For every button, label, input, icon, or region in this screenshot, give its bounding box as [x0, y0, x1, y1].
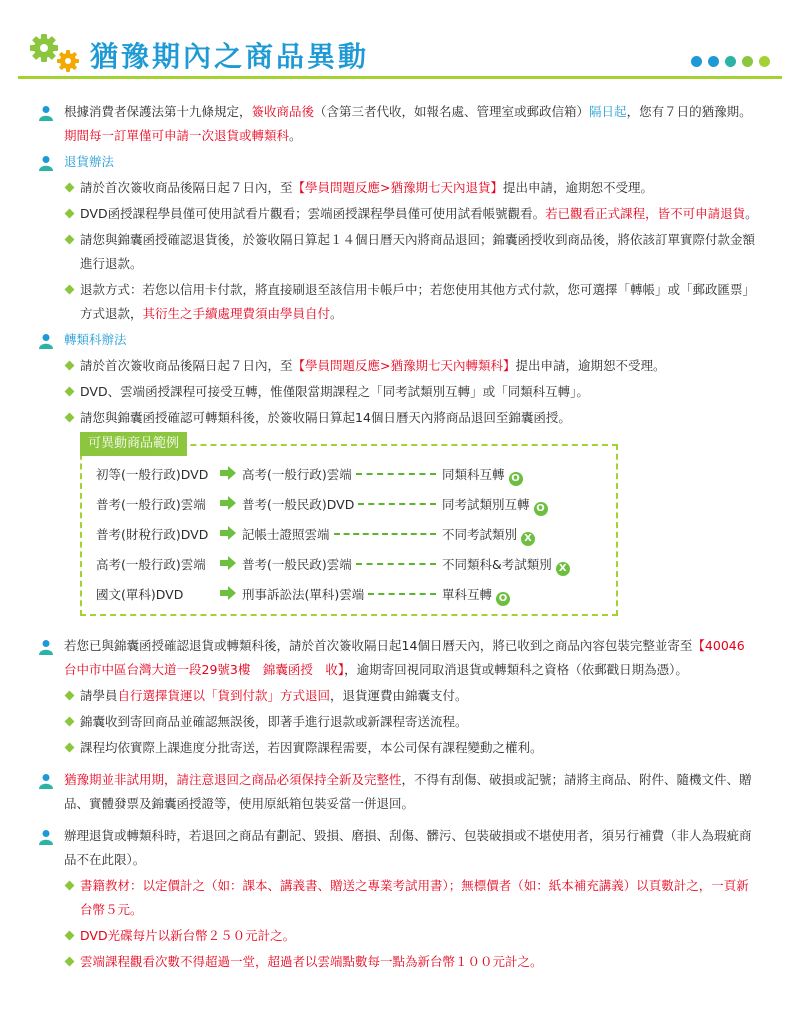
header-dot	[742, 56, 753, 67]
examples-box	[80, 436, 618, 616]
paragraph	[38, 768, 758, 816]
bullet-list	[38, 684, 758, 760]
example-from: 普考(財稅行政)DVD	[96, 527, 209, 542]
example-row	[82, 548, 616, 578]
paragraph	[38, 100, 758, 148]
text: 請於首次簽收商品後隔日起７日內，至	[80, 358, 293, 373]
text: 請您與錦囊函授確認可轉類科後，於簽收隔日算起14個日曆天內將商品退回至錦囊函授。	[80, 410, 571, 425]
section-heading	[38, 150, 758, 174]
example-result-label: 單科互轉	[442, 587, 493, 602]
person-icon	[38, 105, 54, 121]
arrow-right-icon	[220, 556, 236, 570]
text: DVD函授課程學員僅可使用試看片觀看；雲端函授課程學員僅可使用試看帳號觀看。	[80, 206, 546, 221]
person-icon	[38, 155, 54, 171]
example-from: 初等(一般行政)DVD	[96, 467, 209, 482]
bullet-item	[38, 874, 758, 922]
highlight-text: 其衍生之手續處理費須由學員自付	[142, 306, 331, 321]
dashed-connector	[356, 473, 436, 475]
highlight-text: 【40046 台中市中區台灣大道一段29號3樓 錦囊函授 收】	[64, 638, 758, 677]
person-icon	[38, 639, 54, 655]
example-result-label: 不同考試類別	[442, 527, 518, 542]
text: 提出申請，逾期恕不受理。	[503, 180, 654, 195]
header-dot	[759, 56, 770, 67]
example-result	[442, 495, 548, 516]
highlight-text: 自行選擇貨運以「貨到付款」方式退回	[117, 688, 331, 703]
text: ，退貨運費由錦囊支付。	[330, 688, 468, 703]
content	[38, 100, 758, 976]
text: 。	[745, 206, 758, 221]
arrow-right-icon	[220, 526, 236, 540]
check-circle-icon: O	[496, 592, 510, 606]
example-result	[442, 465, 523, 486]
highlight-text: 【學員問題反應>猶豫期七天內轉類科】	[292, 358, 516, 373]
page-header	[18, 30, 782, 82]
highlight-text: 雲端課程觀看次數不得超過一堂，超過者以雲端點數每一點為新台幣１００元計之。	[80, 954, 543, 969]
bullet-item	[38, 380, 758, 404]
person-icon	[38, 829, 54, 845]
gears-icon	[28, 34, 88, 74]
text: （含第三者代收，如報名處、管理室或郵政信箱）	[314, 104, 590, 119]
check-circle-icon: O	[509, 472, 523, 486]
arrow-right-icon	[220, 466, 236, 480]
paragraph	[38, 634, 758, 682]
example-to: 普考(一般民政)雲端	[242, 557, 352, 572]
example-to: 刑事訴訟法(單科)雲端	[242, 587, 365, 602]
example-row	[82, 458, 616, 488]
bullet-item	[38, 684, 758, 708]
dashed-connector	[334, 533, 436, 535]
text: ，您有７日的猶豫期。	[626, 104, 752, 119]
text: 請您與錦囊函授確認退貨後，於簽收隔日算起１４個日曆天內將商品退回；錦囊函授收到商品後，將依該訂單實際付款金額進行退款。	[80, 232, 756, 271]
example-from: 普考(一般行政)雲端	[96, 497, 206, 512]
header-dot	[725, 56, 736, 67]
text: 根據消費者保護法第十九條規定，	[64, 104, 252, 119]
bullet-item	[38, 736, 758, 760]
bullet-list	[38, 874, 758, 974]
check-circle-icon: O	[534, 502, 548, 516]
example-result-label: 不同類科&考試類別	[442, 557, 552, 572]
text: 退款方式：若您以信用卡付款，將直接刷退至該信用卡帳戶中；若您使用其他方式付款，您可選擇「轉帳」或「郵政匯票」方式退款，	[80, 282, 756, 321]
example-from: 國文(單科)DVD	[96, 587, 184, 602]
text: 請於首次簽收商品後隔日起７日內，至	[80, 180, 293, 195]
header-dot	[691, 56, 702, 67]
highlight-text: 簽收商品後	[251, 104, 315, 119]
highlight-text: 若已觀看正式課程，皆不可申請退貨	[545, 206, 746, 221]
dashed-connector	[356, 563, 436, 565]
text: 錦囊收到寄回商品並確認無誤後，即著手進行退款或新課程寄送流程。	[80, 714, 468, 729]
text: 請學員	[80, 688, 118, 703]
arrow-right-icon	[220, 586, 236, 600]
highlight-text: 猶豫期並非試用期，請注意退回之商品必須保持全新及完整性	[64, 772, 402, 787]
highlight-text: 期間每一訂單僅可申請一次退貨或轉類科	[64, 128, 290, 143]
paragraph	[38, 824, 758, 872]
page-title: 猶豫期內之商品異動	[90, 40, 370, 73]
example-result-label: 同類科互轉	[442, 467, 505, 482]
example-row	[82, 488, 616, 518]
arrow-right-icon	[220, 496, 236, 510]
text: 提出申請，逾期恕不受理。	[515, 358, 666, 373]
dashed-connector	[358, 503, 436, 505]
bullet-item	[38, 950, 758, 974]
bullet-item	[38, 406, 758, 430]
bullet-list	[38, 176, 758, 326]
highlight-text: 【學員問題反應>猶豫期七天內退貨】	[292, 180, 503, 195]
cross-circle-icon: X	[556, 562, 570, 576]
bullet-item	[38, 278, 758, 326]
example-to: 記帳士證照雲端	[242, 527, 330, 542]
cross-circle-icon: X	[521, 532, 535, 546]
bullet-list	[38, 354, 758, 430]
text: 辦理退貨或轉類科時，若退回之商品有劃記、毀損、磨損、刮傷、髒污、包裝破損或不堪使用者，須另行補費（非人為瑕疵商品不在此限）。	[64, 828, 752, 867]
bullet-item	[38, 228, 758, 276]
highlight-text: 隔日起	[589, 104, 627, 119]
examples-label: 可異動商品範例	[80, 432, 187, 456]
bullet-item	[38, 710, 758, 734]
bullet-item	[38, 202, 758, 226]
decorative-dots	[691, 56, 770, 67]
example-result	[442, 555, 570, 576]
example-from: 高考(一般行政)雲端	[96, 557, 206, 572]
highlight-text: 書籍教材：以定價計之（如：課本、講義書、贈送之專業考試用書）；無標價者（如：紙本補充講義）以頁數計之，一頁新台幣５元。	[80, 878, 749, 917]
text: 若您已與錦囊函授確認退貨或轉類科後，請於首次簽收隔日起14個日曆天內，將已收到之商品內容包裝完整並寄至	[64, 638, 693, 653]
dashed-connector	[368, 593, 436, 595]
text: DVD、雲端函授課程可接受互轉，惟僅限當期課程之「同考試類別互轉」或「同類科互轉」。	[80, 384, 589, 399]
example-to: 高考(一般行政)雲端	[242, 467, 352, 482]
header-rule	[18, 76, 782, 79]
example-row	[82, 518, 616, 548]
header-dot	[708, 56, 719, 67]
bullet-item	[38, 354, 758, 378]
text: 。	[330, 306, 343, 321]
example-result	[442, 585, 510, 606]
example-result	[442, 525, 535, 546]
text: ，逾期寄回視同取消退貨或轉類科之資格（依郵戳日期為憑）。	[344, 662, 688, 677]
section-title: 轉類科辦法	[64, 332, 127, 347]
section-title: 退貨辦法	[64, 154, 115, 169]
person-icon	[38, 773, 54, 789]
person-icon	[38, 333, 54, 349]
example-result-label: 同考試類別互轉	[442, 497, 530, 512]
example-to: 普考(一般民政)DVD	[242, 497, 355, 512]
text: 課程均依實際上課進度分批寄送，若因實際課程需要，本公司保有課程變動之權利。	[80, 740, 543, 755]
example-row	[82, 578, 616, 608]
text: 。	[289, 128, 302, 143]
section-heading	[38, 328, 758, 352]
highlight-text: DVD光碟每片以新台幣２５０元計之。	[80, 928, 296, 943]
bullet-item	[38, 924, 758, 948]
text: ，不得有刮傷、破損或記號；請將主商品、附件、隨機文件、贈品、實體發票及錦囊函授證等，使用原紙箱包裝妥當一併退回。	[64, 772, 752, 811]
bullet-item	[38, 176, 758, 200]
